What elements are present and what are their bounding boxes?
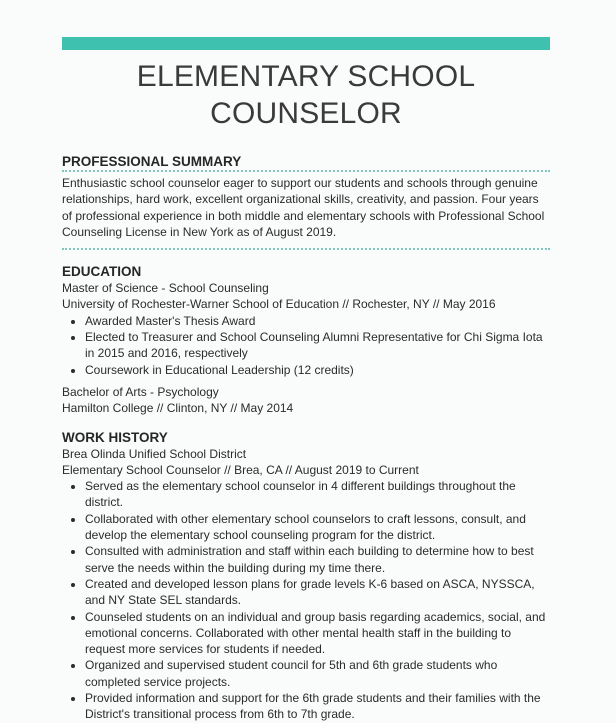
- summary-text: Enthusiastic school counselor eager to support our students and schools through genuine relationships, hard work, excellent organizational skills, creativity, and passion. Four years of professional experience in both middle and elementary schools with Professional School Counseling License in New York as of August 2019.: [62, 176, 545, 239]
- education-entry: [62, 280, 550, 378]
- job-details: Elementary School Counselor // Brea, CA // August 2019 to Current: [62, 462, 419, 477]
- degree: Bachelor of Arts - Psychology: [62, 384, 219, 399]
- school-details: University of Rochester-Warner School of Education // Rochester, NY // May 2016: [62, 297, 496, 312]
- bullet-item: • Awarded Master's Thesis Award: [85, 313, 550, 329]
- bullet-item: • Elected to Treasurer and School Counseling Alumni Representative for Chi Sigma Iota in 2015 and 2016, respectively: [85, 329, 550, 362]
- education-section: [62, 264, 550, 416]
- bullet-item: • Created and developed lesson plans for grade levels K-6 based on ASCA, NYSSCA, and NY State SEL standards.: [85, 576, 550, 609]
- job-bullets: [62, 478, 550, 722]
- education-entry: [62, 384, 550, 417]
- bullet-item: • Provided information and support for the 6th grade students and their families with the District's transitional process from 6th to 7th grade.: [85, 690, 550, 723]
- section-heading-education: EDUCATION: [62, 264, 142, 280]
- bullet-item: • Collaborated with other elementary school counselors to craft lessons, consult, and develop the elementary school counseling program for the district.: [85, 511, 550, 544]
- section-heading-summary: PROFESSIONAL SUMMARY: [62, 154, 242, 169]
- title-line-2: COUNSELOR: [210, 97, 402, 130]
- degree: Master of Science - School Counseling: [62, 281, 269, 296]
- employer: Brea Olinda Unified School District: [62, 446, 247, 461]
- section-divider: [62, 248, 550, 250]
- resume-page: [62, 37, 550, 723]
- bullet-item: • Counseled students on an individual and group basis regarding academics, social, and emotional concerns. Collaborated with other mental health staff in the building to request more services for students if needed.: [85, 609, 550, 658]
- section-divider: [62, 170, 550, 172]
- job-entry: [62, 446, 550, 723]
- resume-title: [62, 58, 550, 132]
- bullet-item: • Consulted with administration and staff within each building to determine how to best serve the needs within the building during my time there.: [85, 543, 550, 576]
- accent-bar: [62, 37, 550, 50]
- school-details: Hamilton College // Clinton, NY // May 2014: [62, 401, 294, 416]
- bullet-item: • Coursework in Educational Leadership (12 credits): [85, 362, 550, 378]
- education-bullets: [62, 313, 550, 378]
- bullet-item: • Served as the elementary school counselor in 4 different buildings throughout the district.: [85, 478, 550, 511]
- work-history-section: [62, 430, 550, 723]
- professional-summary-section: [62, 154, 550, 250]
- bullet-item: • Organized and supervised student council for 5th and 6th grade students who completed service projects.: [85, 657, 550, 690]
- title-line-1: ELEMENTARY SCHOOL: [136, 60, 476, 93]
- section-heading-work-history: WORK HISTORY: [62, 429, 168, 445]
